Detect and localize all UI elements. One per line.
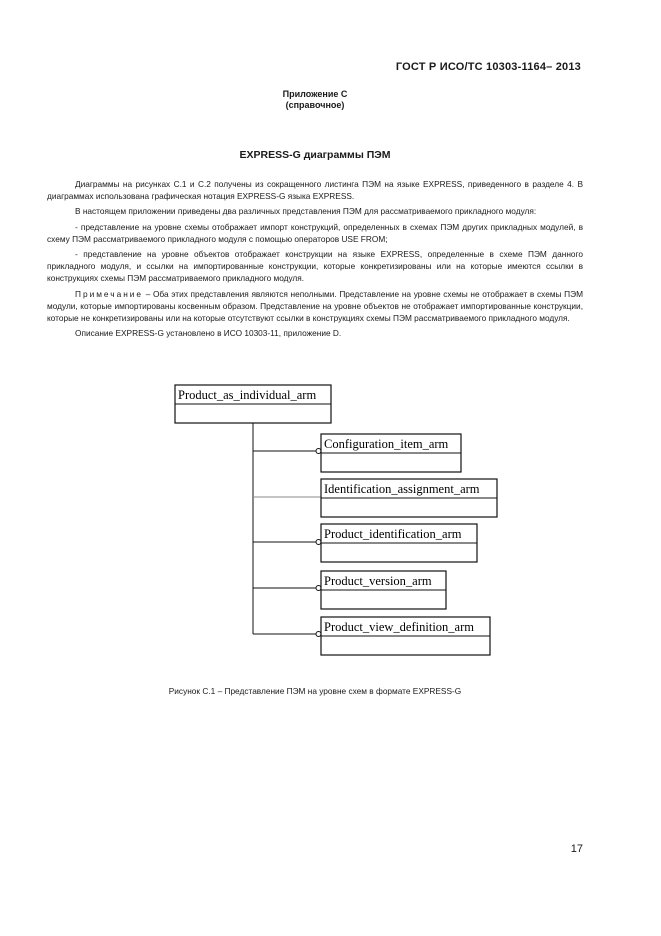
child-entity-box	[321, 524, 477, 562]
child-entity-box	[321, 434, 461, 472]
annex-subtitle: (справочное)	[285, 100, 345, 110]
paragraph-1: Диаграммы на рисунках С.1 и С.2 получены из сокращенного листинга ПЭМ на языке EXPRESS, приведенного в разделе 4. В диаграммах использована графическая нотация EXPRESS-G языка EXPRESS.	[47, 179, 583, 202]
child-entity-label: Product_version_arm	[324, 574, 432, 588]
note-text: – Оба этих представления являются неполными. Представление на уровне схемы не отображает в схемы ПЭМ модули, которые импортированы косвенным образом. Представление на уровне объектов не отображает импортированные конструкции, которые не конкретизированы или на которые отсутствуют ссылки в конструкциях схемы ПЭМ рассматриваемого прикладного модуля.	[47, 288, 583, 324]
paragraph-5: Описание EXPRESS-G установлено в ИСО 10303-11, приложение D.	[75, 328, 342, 339]
child-entity-label: Product_view_definition_arm	[324, 620, 474, 634]
paragraph-3: - представление на уровне схемы отображает импорт конструкций, определенных в схемах ПЭМ других прикладных модулей, в схему ПЭМ рассматриваемого прикладного модуля с помощью операторов USE FROM;	[47, 221, 583, 244]
child-entity-label: Identification_assignment_arm	[324, 482, 480, 496]
note-label: Примечание	[75, 288, 144, 299]
annex-title: Приложение С	[282, 89, 348, 99]
relationship-end-circle	[316, 449, 321, 454]
relationship-end-circle	[316, 540, 321, 545]
figure-caption: Рисунок С.1 – Представление ПЭМ на уровне схем в формате EXPRESS-G	[168, 686, 462, 696]
root-entity-label: Product_as_individual_arm	[178, 388, 317, 402]
section-title: EXPRESS-G диаграммы ПЭМ	[239, 149, 391, 161]
child-entity-box	[321, 479, 497, 517]
root-entity-box	[175, 385, 331, 423]
page-number: 17	[570, 843, 583, 855]
paragraph-4: - представление на уровне объектов отображает конструкции на языке EXPRESS, определенные в схеме ПЭМ данного прикладного модуля, и ссылки на импортированные конструкции, которые конкретизированы или на которые имеются ссылки в конструкциях схемы ПЭМ рассматриваемого прикладного модуля.	[47, 249, 583, 284]
child-entity-box	[321, 617, 490, 655]
standard-header: ГОСТ Р ИСО/ТС 10303-1164– 2013	[395, 61, 581, 73]
child-entity-label: Configuration_item_arm	[324, 437, 449, 451]
relationship-end-circle	[316, 586, 321, 591]
child-entity-box	[321, 571, 446, 609]
relationship-end-circle	[316, 632, 321, 637]
child-entity-label: Product_identification_arm	[324, 527, 462, 541]
paragraph-2: В настоящем приложении приведены два различных представления ПЭМ для рассматриваемого прикладного модуля:	[75, 206, 537, 217]
